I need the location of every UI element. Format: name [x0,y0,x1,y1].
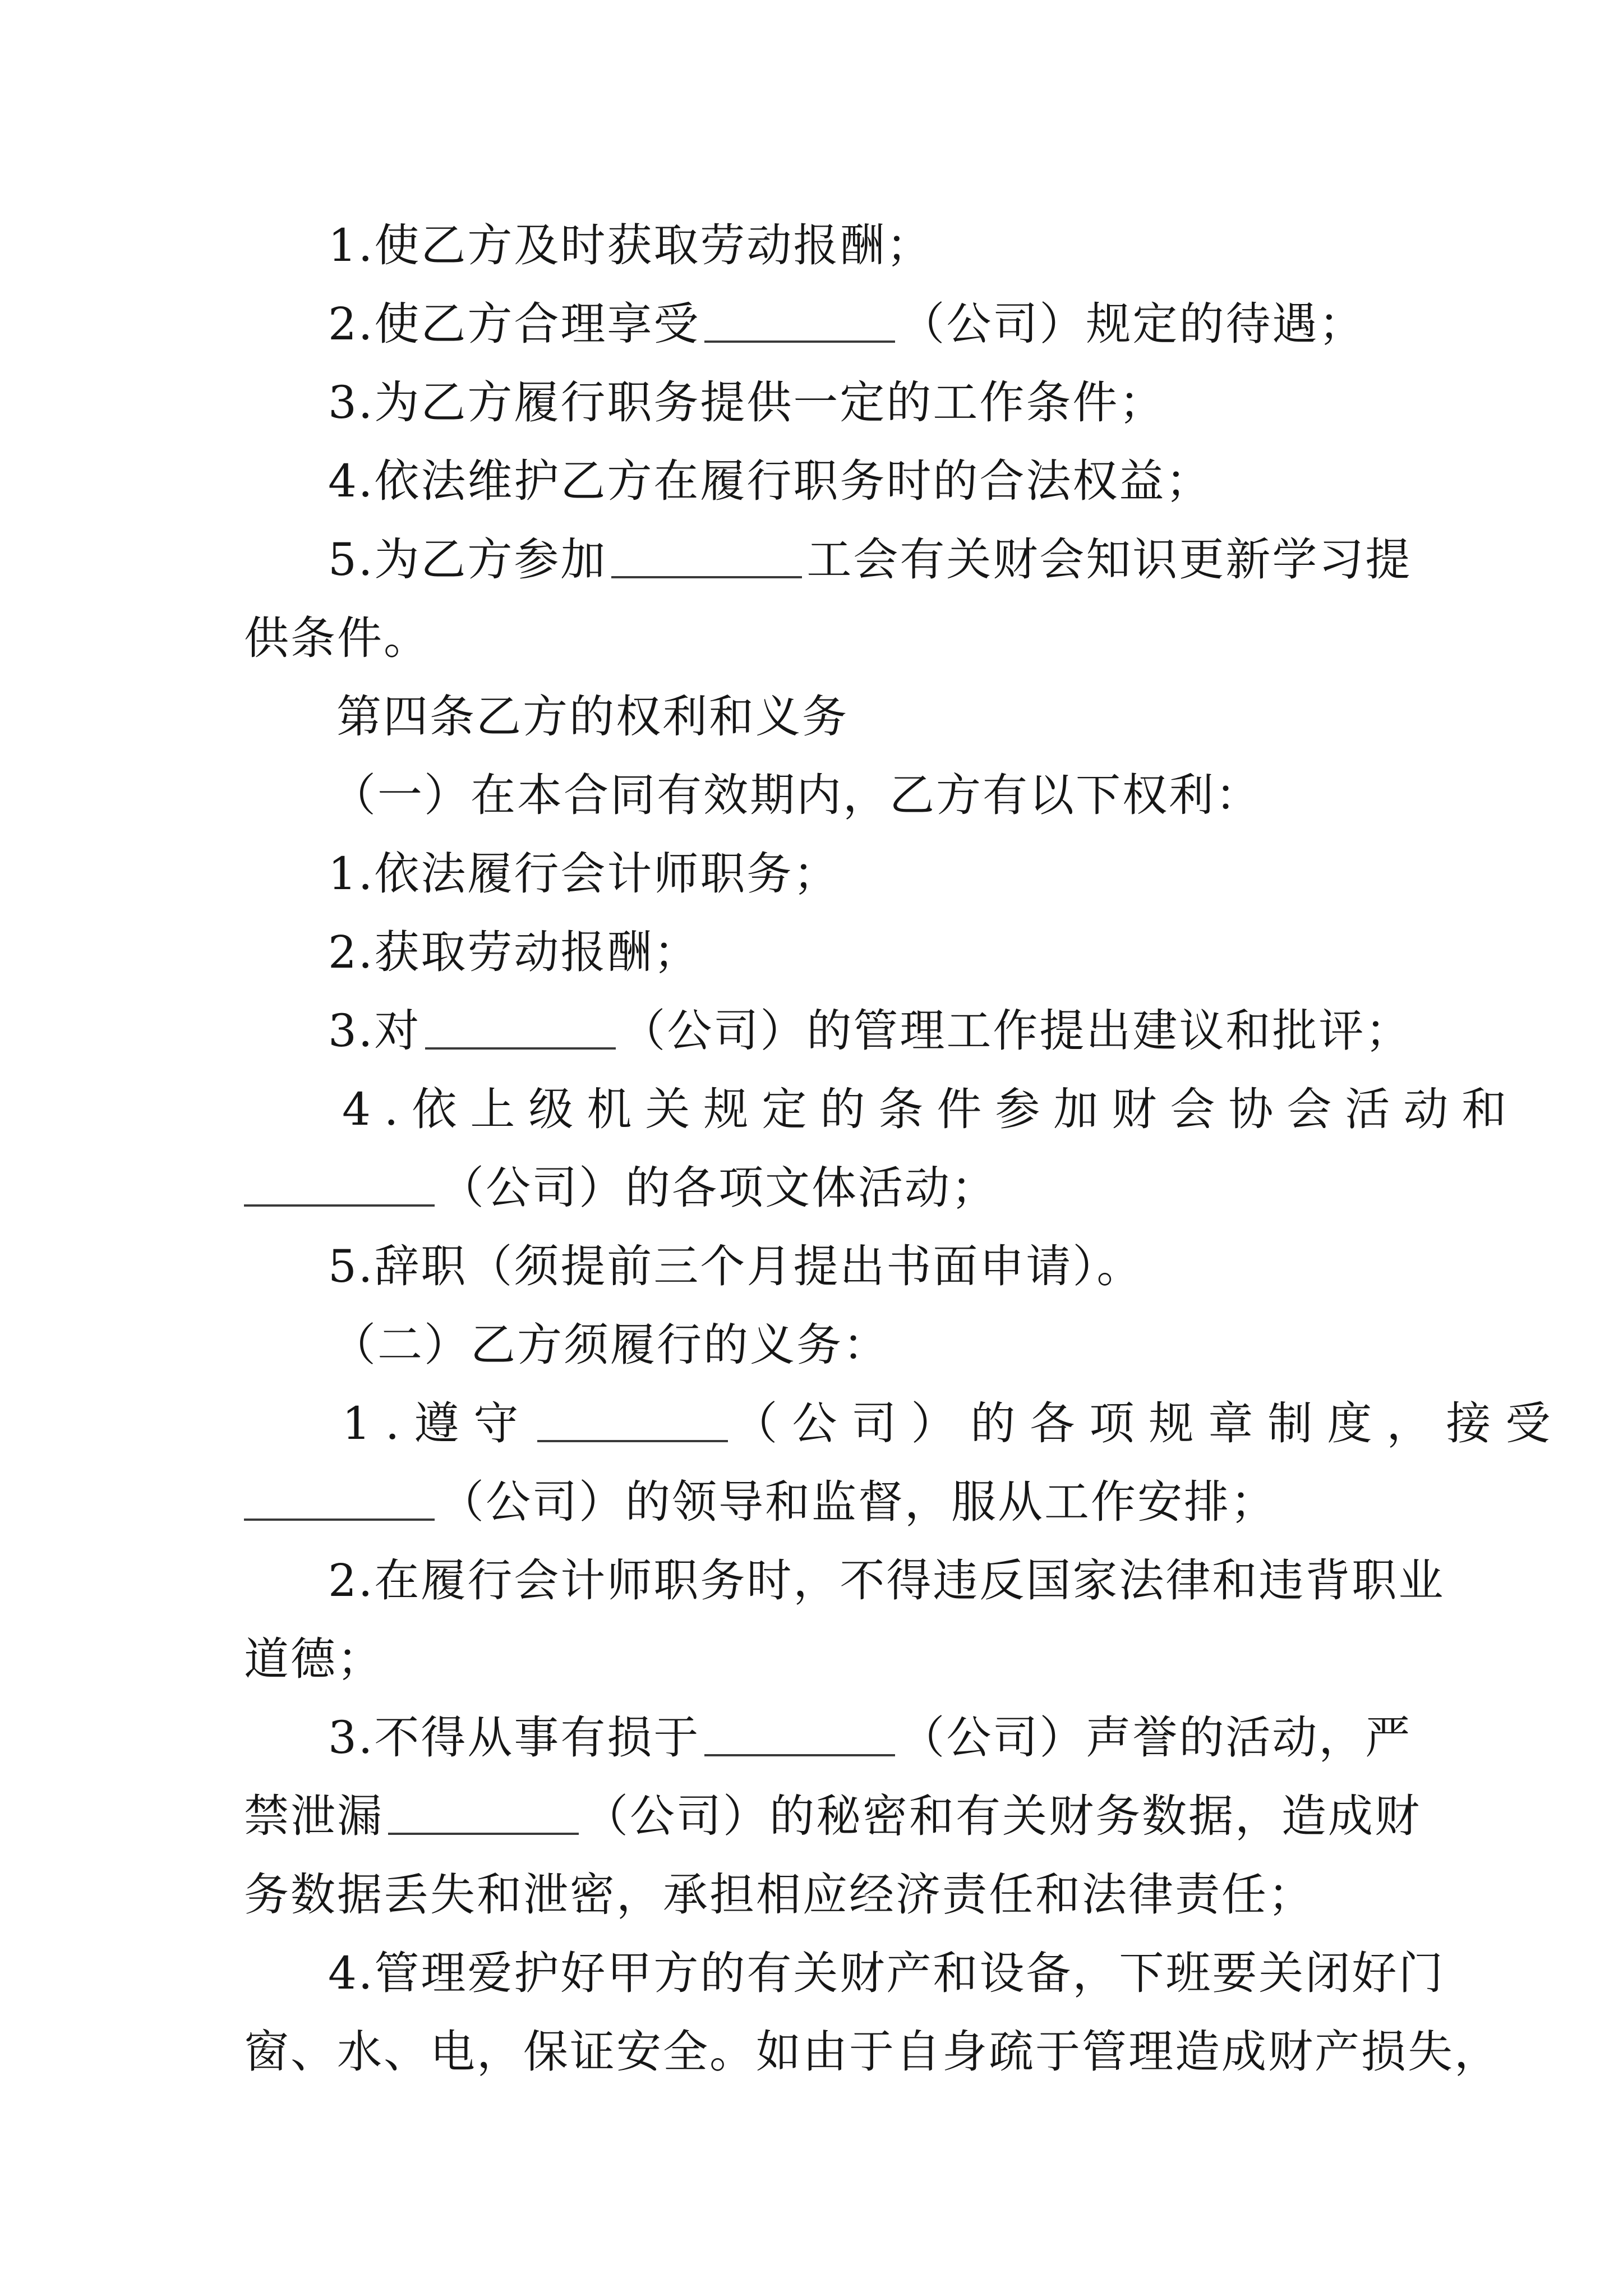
fill-in-blank [244,1204,435,1207]
text: 3.为乙方履行职务提供一定的工作条件； [328,376,1166,429]
paragraph-d3 [0,1699,1623,1777]
text: （公司）的秘密和有关财务数据，造成财 [583,1790,1421,1842]
text: 1.依法履行会计师职务； [328,848,840,900]
paragraph-d1-continued [0,1463,1623,1542]
text: 务数据丢失和泄密，承担相应经济责任和法律责任； [244,1869,1315,1921]
text: 工会有关财会知识更新学习提 [806,533,1412,586]
text: 禁泄漏 [244,1790,384,1842]
text: 2.在履行会计师职务时，不得违反国家法律和违背职业 [328,1554,1445,1607]
paragraph-d4 [0,1934,1623,2013]
text: 1.使乙方及时获取劳动报酬； [328,219,933,272]
article-4-heading [0,678,1623,756]
heading-text: 第四条乙方的权利和义务 [336,691,849,743]
fill-in-blank [244,1519,435,1521]
text: （公司）规定的待遇； [900,298,1366,350]
text: 4.依上级机关规定的条件参加财会协会活动和 [342,1083,1520,1135]
text: 供条件。 [244,612,430,664]
paragraph-r4 [0,1070,1623,1149]
text: 道德； [244,1633,384,1685]
paragraph-r2 [0,913,1623,992]
fill-in-blank [704,341,895,343]
heading-text: （一）在本合同有效期内，乙方有以下权利： [331,769,1262,821]
rights-heading [0,756,1623,835]
paragraph-r1 [0,835,1623,913]
text: 4.依法维护乙方在履行职务时的合法权益； [328,455,1212,507]
fill-in-blank [425,1047,616,1050]
paragraph-d2 [0,1542,1623,1620]
text: （公司）的各项文体活动； [439,1162,998,1214]
paragraph-d1 [0,1384,1623,1463]
paragraph-a1 [0,206,1623,285]
text: （公司）的管理工作提出建议和批评； [620,1005,1412,1057]
text: 3.对 [328,1005,421,1057]
paragraph-a3 [0,364,1623,442]
text: （公司）声誉的活动，严 [900,1711,1412,1764]
duties-heading [0,1306,1623,1384]
paragraph-r3 [0,992,1623,1070]
paragraph-d4-continued [0,2013,1623,2091]
fill-in-blank [537,1440,728,1442]
text: 1.遵守 [342,1397,533,1450]
text: 5.辞职（须提前三个月提出书面申请）。 [328,1240,1144,1292]
paragraph-a4 [0,442,1623,521]
paragraph-d3-line-2 [0,1777,1623,1856]
paragraph-r4-continued [0,1149,1623,1227]
text: 2.获取劳动报酬； [328,926,700,978]
text: （公司）的各项规章制度，接受 [732,1397,1565,1450]
fill-in-blank [388,1833,579,1835]
text: 4.管理爱护好甲方的有关财产和设备，下班要关闭好门 [328,1947,1445,1999]
fill-in-blank [704,1754,895,1756]
text: 3.不得从事有损于 [328,1711,700,1764]
fill-in-blank [611,576,802,578]
text: 2.使乙方合理享受 [328,298,700,350]
paragraph-d3-line-3 [0,1856,1623,1934]
text: （公司）的领导和监督，服从工作安排； [439,1476,1277,1528]
text: 窗、水、电，保证安全。如由于自身疏于管理造成财产损失， [244,2026,1501,2078]
paragraph-d2-continued [0,1620,1623,1699]
paragraph-a5 [0,521,1623,599]
paragraph-a2 [0,285,1623,364]
text: 5.为乙方参加 [328,533,607,586]
heading-text: （二）乙方须履行的义务： [331,1319,889,1371]
paragraph-r5 [0,1227,1623,1306]
paragraph-a5-continued [0,599,1623,678]
